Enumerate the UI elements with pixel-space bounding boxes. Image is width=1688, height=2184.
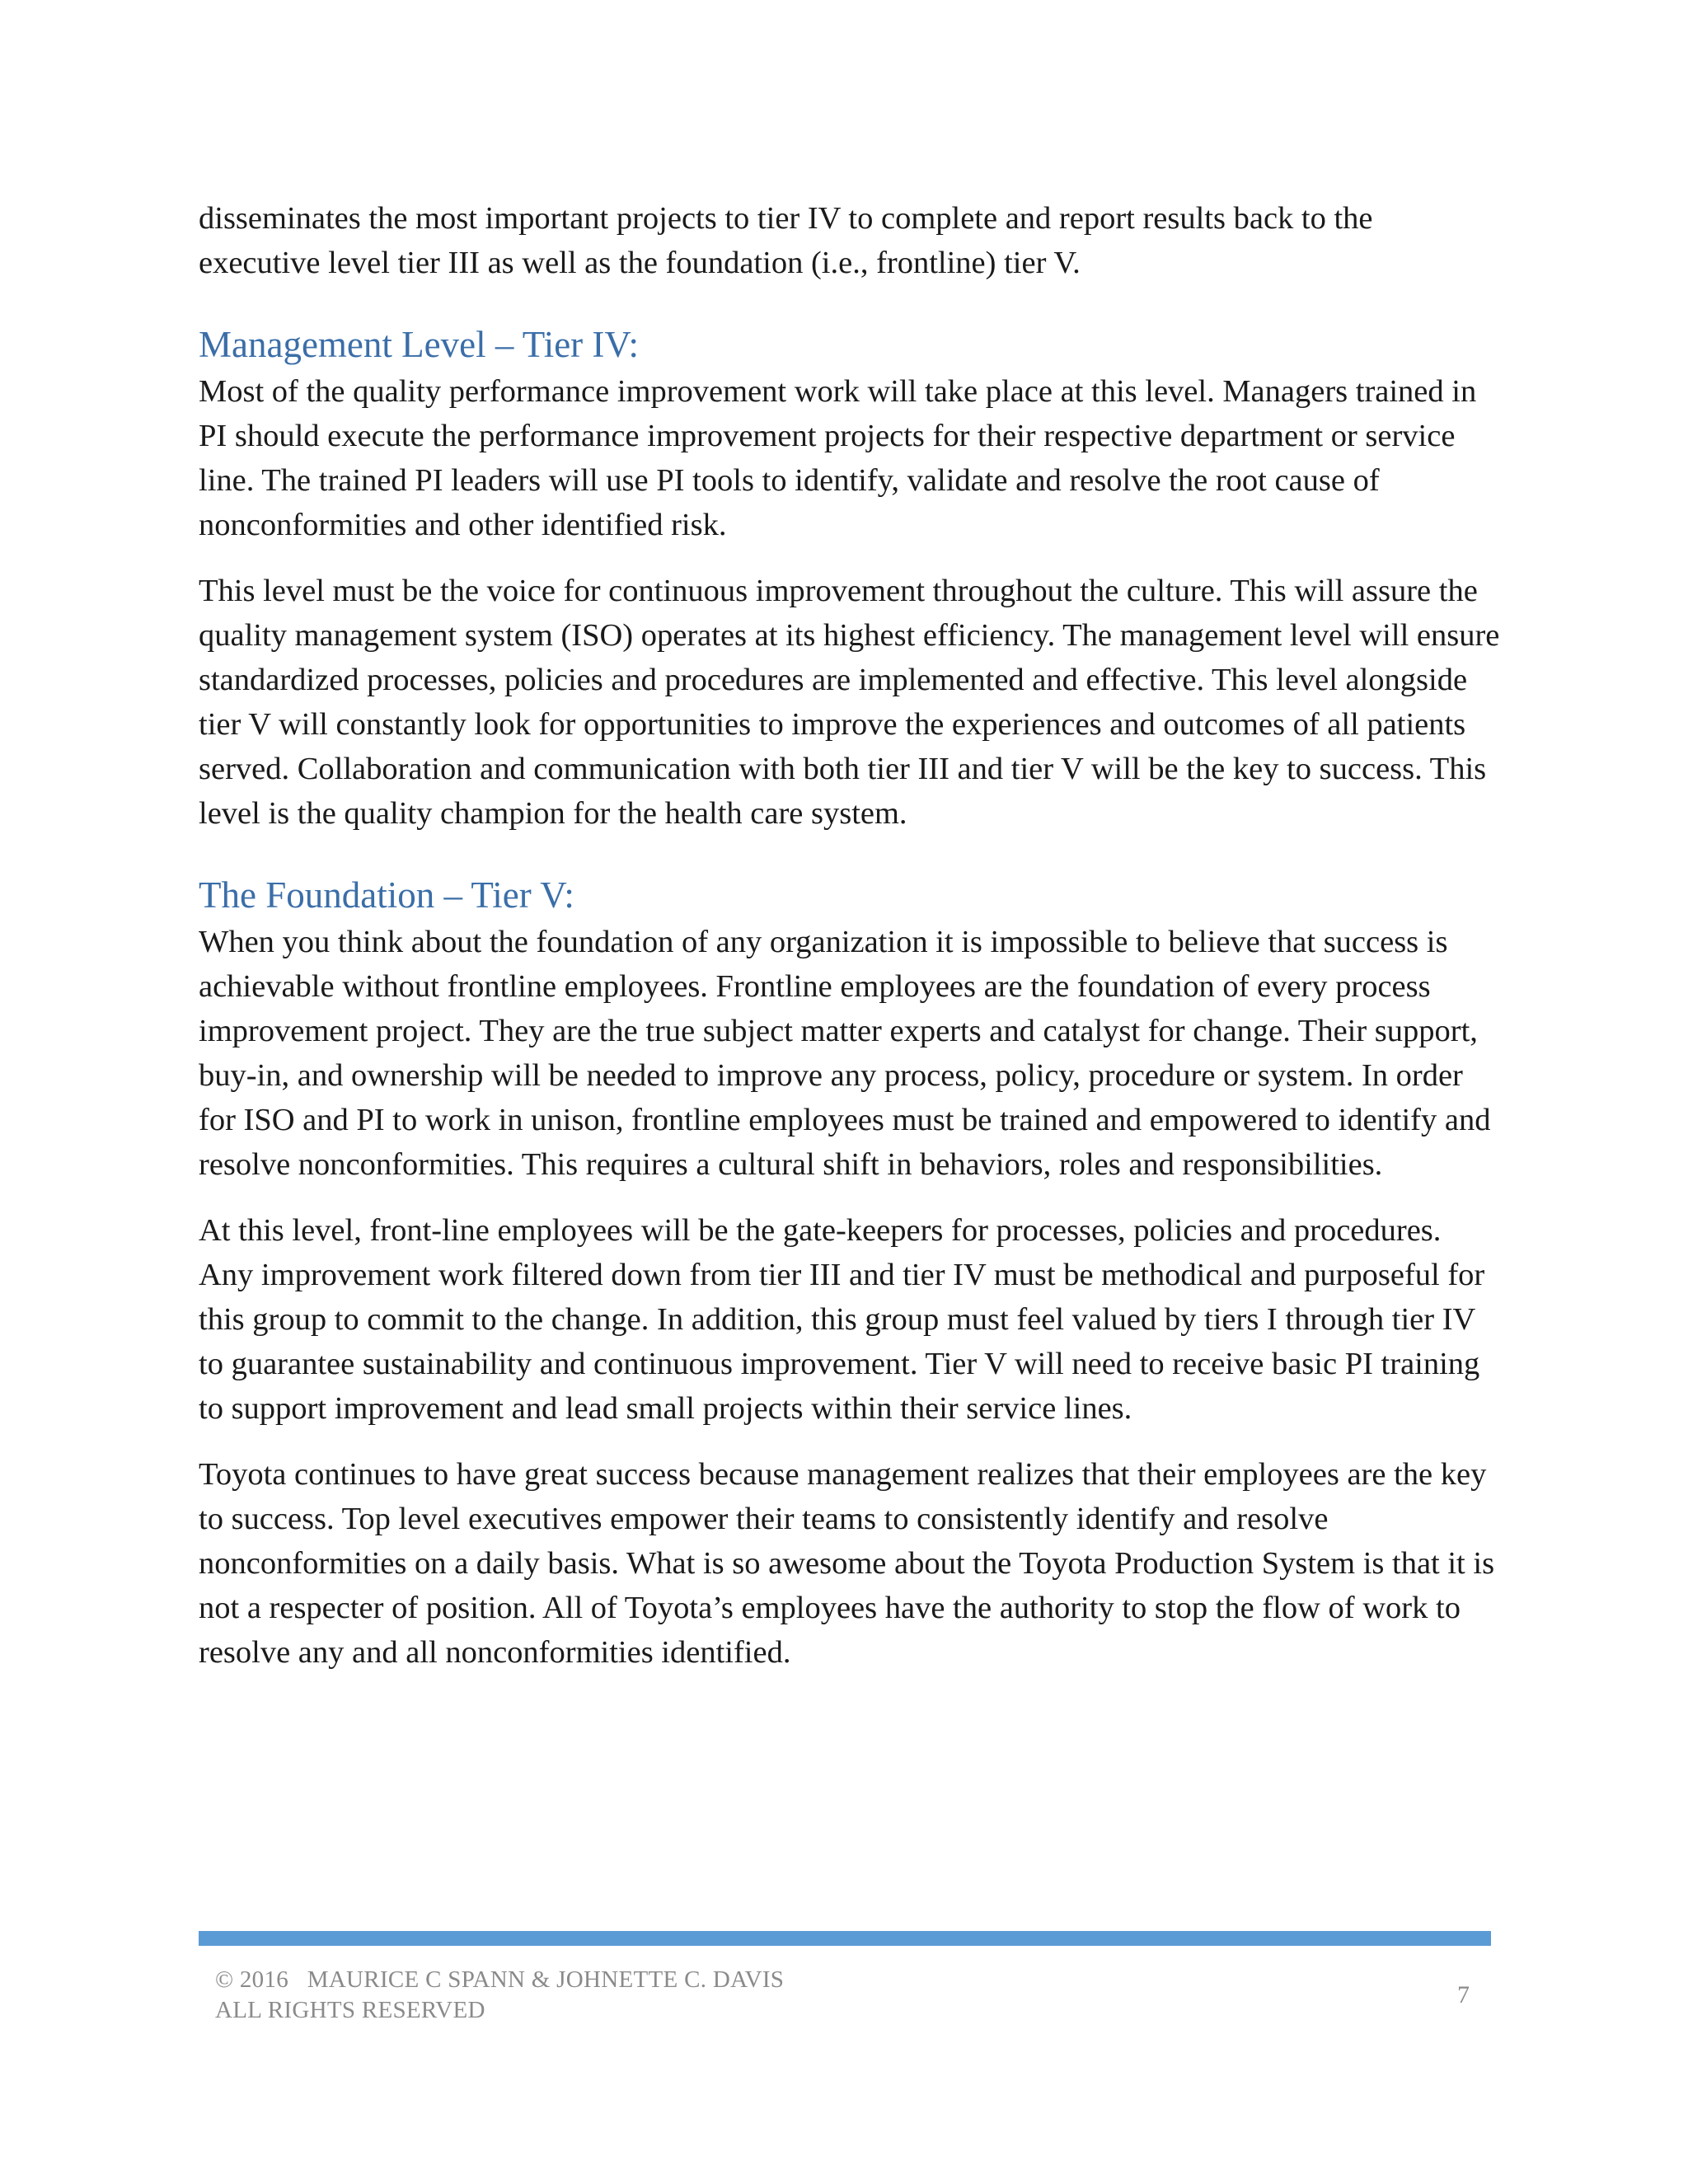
management-paragraph-1: Most of the quality performance improvement work will take place at this level. Managers trained in PI should execute the performance improvement projects for their respective department or service line. The trained PI leaders will use PI tools to identify, validate and resolve the root cause of nonconformities and other identified risk. — [199, 374, 1477, 542]
management-paragraph-2: This level must be the voice for continuous improvement throughout the culture. This will assure the quality management system (ISO) operates at its highest efficiency. The management level will ensure standardized processes, policies and procedures are implemented and effective. This level alongside tier V will constantly look for opportunities to improve the experiences and outcomes of all patients served. Collaboration and communication with both tier III and tier V will be the key to success. This level is the quality champion for the health care system. — [199, 574, 1500, 831]
foundation-paragraph-1: When you think about the foundation of any organization it is impossible to believe that success is achievable without frontline employees. Frontline employees are the foundation of every process improvement project. They are the true subject matter experts and catalyst for change. Their support, buy-in, and ownership will be needed to improve any process, policy, procedure or system. In order for ISO and PI to work in unison, frontline employees must be trained and empowered to identify and resolve nonconformities. This requires a cultural shift in behaviors, roles and responsibilities. — [199, 925, 1491, 1182]
section-heading-foundation-tier-v: The Foundation – Tier V: — [199, 874, 574, 916]
foundation-paragraph-2: At this level, front-line employees will be the gate-keepers for processes, policies and procedures. Any improvement work filtered down from tier III and tier IV must be methodical and purposeful for this group to commit to the change. In addition, this group must feel valued by tiers I through tier IV to guarantee sustainability and continuous improvement. Tier V will need to receive basic PI training to support improvement and lead small projects within their service lines. — [199, 1213, 1485, 1426]
copyright-line: © 2016 MAURICE C SPANN & JOHNETTE C. DAVIS — [215, 1966, 785, 1993]
page-number: 7 — [1457, 1981, 1470, 2008]
section-heading-management-tier-iv: Management Level – Tier IV: — [199, 324, 640, 365]
rights-line: ALL RIGHTS RESERVED — [215, 1997, 485, 2023]
foundation-paragraph-3: Toyota continues to have great success because management realizes that their employees are the key to success. Top level executives empower their teams to consistently identify and resolve nonconformities on a daily basis. What is so awesome about the Toyota Production System is that it is not a respecter of position. All of Toyota’s employees have the authority to stop the flow of work to resolve any and all nonconformities identified. — [199, 1457, 1495, 1670]
footer-divider-bar — [199, 1931, 1491, 1946]
intro-paragraph: disseminates the most important projects to tier IV to complete and report results back to the executive level tier III as well as the foundation (i.e., frontline) tier V. — [199, 201, 1373, 280]
footer-copyright — [215, 1965, 784, 2026]
page-body — [199, 196, 1501, 1696]
